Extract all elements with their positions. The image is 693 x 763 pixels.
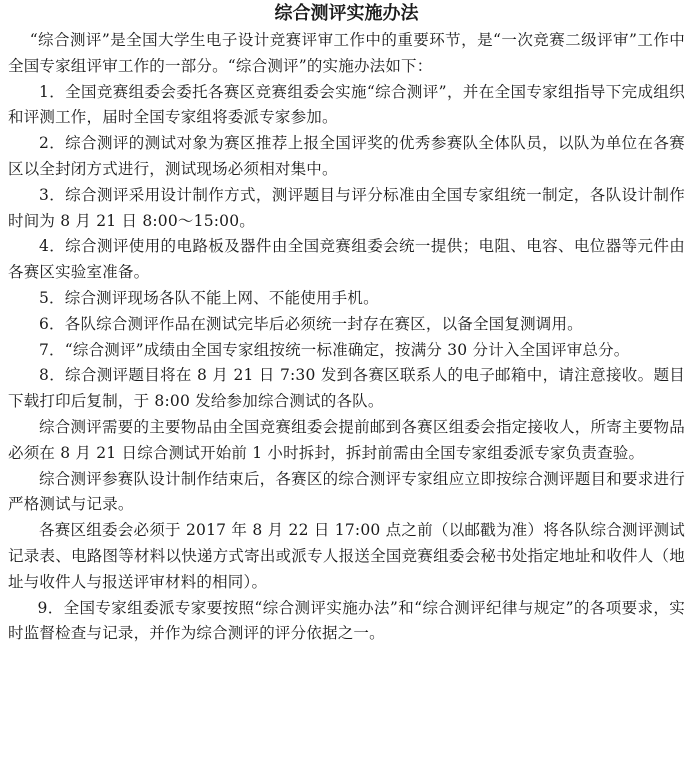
submission-paragraph: 各赛区组委会必须于 2017 年 8 月 22 日 17:00 点之前（以邮戳为准）将各队综合测评测试记录表、电路图等材料以快递方式寄出或派专人报送全国竞赛组委会秘书处指定地址和收件人（地址与收件人与报送评审材料的相同）。: [8, 521, 685, 591]
item-9-paragraph: 9．全国专家组委派专家要按照“综合测评实施办法”和“综合测评纪律与规定”的各项要求，实时监督检查与记录，并作为综合测评的评分依据之一。: [8, 598, 685, 643]
testing-paragraph: 综合测评参赛队设计制作结束后，各赛区的综合测评专家组应立即按综合测评题目和要求进行严格测试与记录。: [8, 469, 685, 514]
materials-paragraph: 综合测评需要的主要物品由全国竞赛组委会提前邮到各赛区组委会指定接收人，所寄主要物品必须在 8 月 21 日综合测试开始前 1 小时拆封，拆封前需由全国专家组委派专家负责查验。: [8, 417, 685, 462]
item-6-paragraph: 6．各队综合测评作品在测试完毕后必须统一封存在赛区，以备全国复测调用。: [39, 314, 583, 333]
intro-paragraph: “综合测评”是全国大学生电子设计竞赛评审工作中的重要环节，是“一次竞赛二级评审”工作中全国专家组评审工作的一部分。“综合测评”的实施办法如下：: [8, 31, 685, 75]
item-3-paragraph: 3．综合测评采用设计制作方式，测评题目与评分标准由全国专家组统一制定，各队设计制作时间为 8 月 21 日 8:00～15:00。: [8, 185, 685, 230]
item-2-paragraph: 2．综合测评的测试对象为赛区推荐上报全国评奖的优秀参赛队全体队员，以队为单位在各赛区以全封闭方式进行，测试现场必须相对集中。: [8, 134, 685, 178]
item-8-paragraph: 8．综合测评题目将在 8 月 21 日 7:30 发到各赛区联系人的电子邮箱中，请注意接收。题目下载打印后复制，于 8:00 发给参加综合测试的各队。: [8, 366, 685, 411]
item-4-paragraph: 4．综合测评使用的电路板及器件由全国竞赛组委会统一提供；电阻、电容、电位器等元件由各赛区实验室准备。: [8, 237, 685, 282]
item-1-paragraph: 1．全国竞赛组委会委托各赛区竞赛组委会实施“综合测评”，并在全国专家组指导下完成组织和评测工作，届时全国专家组将委派专家参加。: [8, 82, 685, 127]
item-5-paragraph: 5．综合测评现场各队不能上网、不能使用手机。: [39, 288, 379, 307]
item-7-paragraph: 7．“综合测评”成绩由全国专家组按统一标准确定，按满分 30 分计入全国评审总分。: [39, 340, 630, 359]
page-title: 综合测评实施办法: [274, 3, 419, 24]
